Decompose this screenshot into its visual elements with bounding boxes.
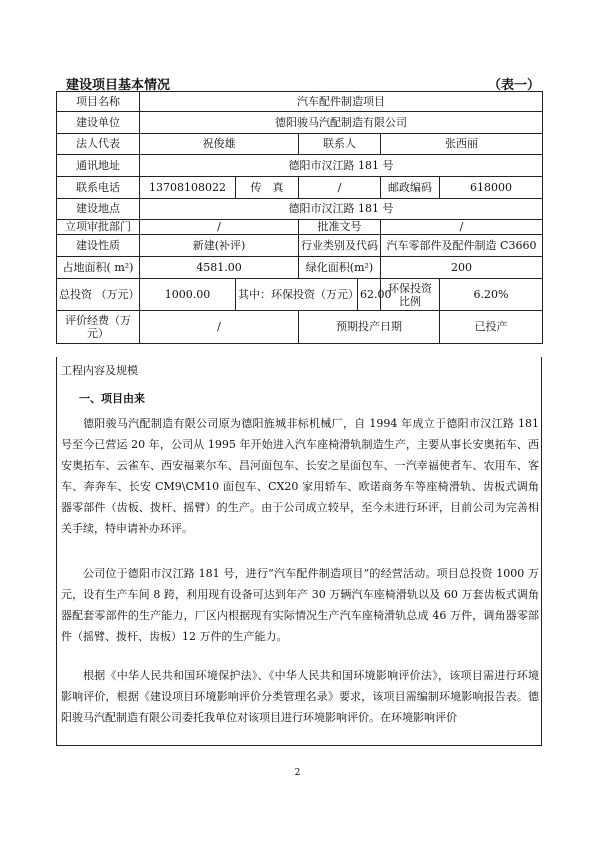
approval-no-label: 批准文号 [299, 220, 381, 235]
env-ratio-value: 6.20% [440, 279, 543, 311]
unit-value: 德阳骏马汽配制造有限公司 [140, 112, 543, 134]
env-invest-label: 其中：环保投资（万元） [236, 279, 358, 311]
project-content-box [56, 357, 542, 746]
project-name-label: 项目名称 [57, 92, 140, 112]
legal-rep-label: 法人代表 [57, 134, 140, 155]
address-label: 通讯地址 [57, 155, 140, 177]
section-label: 工程内容及规模 [61, 364, 138, 377]
green-label: 绿化面积(m²) [299, 257, 381, 279]
nature-value: 新建(补评) [140, 235, 299, 257]
row-address [57, 155, 543, 177]
postcode-value: 618000 [440, 177, 543, 199]
row-legal-rep [57, 134, 543, 155]
paragraph-location: 公司位于德阳市汉江路 181 号，进行“汽车配件制造项目”的经营活动。项目总投资 1000 万元，设有生产车间 8 跨，利用现有设备可达到年产 30 万辆汽车座椅滑轨以及 60 万套齿板式调角器配套零部件的生产能力，厂区内根据现有实际情况生产汽车座椅滑轨总成 46 万件，调角器零部件（摇臂、拨杆、齿板）12 万件的生产能力。 [61, 567, 539, 643]
industry-value: 汽车零部件及配件制造 C3660 [381, 235, 543, 257]
env-ratio-label: 环保投资比例 [381, 279, 440, 311]
nature-label: 建设性质 [57, 235, 140, 257]
paragraph-regulation: 根据《中华人民共和国环境保护法》、《中华人民共和国环境影响评价法》，该项目需进行环境影响评价，根据《建设项目环境影响评价分类管理名录》要求，该项目需编制环境影响报告表。德阳骏马汽配制造有限公司委托我单位对该项目进行环境影响评价。在环境影响评价 [61, 669, 539, 724]
row-approval [57, 220, 543, 235]
page-number: 2 [294, 768, 301, 778]
row-invest [57, 279, 543, 311]
invest-value: 1000.00 [140, 279, 236, 311]
fax-label: 传 真 [236, 177, 299, 199]
industry-label: 行业类别及代码 [299, 235, 381, 257]
project-name-value: 汽车配件制造项目 [140, 92, 543, 112]
row-area [57, 257, 543, 279]
row-eval [57, 311, 543, 344]
row-unit [57, 112, 543, 134]
phone-label: 联系电话 [57, 177, 140, 199]
row-project-name [57, 92, 543, 112]
unit-label: 建设单位 [57, 112, 140, 134]
prod-date-label: 预期投产日期 [299, 311, 440, 344]
fax-value: / [299, 177, 381, 199]
prod-date-value: 已投产 [440, 311, 543, 344]
form-title: 建设项目基本情况 [66, 78, 171, 93]
project-info-table [56, 91, 543, 344]
eval-cost-value: / [140, 311, 299, 344]
approval-no-value: / [381, 220, 543, 235]
postcode-label: 邮政编码 [381, 177, 440, 199]
address-value: 德阳市汉江路 181 号 [140, 155, 543, 177]
site-label: 建设地点 [57, 199, 140, 220]
area-label: 占地面积( m²) [57, 257, 140, 279]
site-value: 德阳市汉江路 181 号 [140, 199, 543, 220]
section-heading: 一、项目由来 [79, 392, 145, 405]
legal-rep-value: 祝俊雄 [140, 134, 299, 155]
paragraph-origin: 德阳骏马汽配制造有限公司原为德阳旌城非标机械厂，自 1994 年成立于德阳市汉江路 181 号至今已营运 20 年，公司从 1995 年开始进入汽车座椅滑轨制造生产，主要从事长安奥拓车、西安奥拓车、云雀车、西安福莱尔车、昌河面包车、长安之星面包车、一汽幸福使者车、农用车、客车、奔奔车、长安 CM9\CM10 面包车、CX20 家用轿车、欧诺商务车等座椅滑轨、齿板式调角器零部件（齿板、拨杆、摇臂）的生产。由于公司成立较早，至今未进行环评，目前公司为完善相关手续，特申请补办环评。 [61, 417, 539, 535]
approval-dept-label: 立项审批部门 [57, 220, 140, 235]
row-nature [57, 235, 543, 257]
phone-value: 13708108022 [140, 177, 236, 199]
green-value: 200 [381, 257, 543, 279]
row-phone [57, 177, 543, 199]
contact-value: 张西丽 [381, 134, 543, 155]
eval-cost-label: 评价经费（万元） [57, 311, 140, 344]
area-value: 4581.00 [140, 257, 299, 279]
approval-dept-value: / [140, 220, 299, 235]
env-invest-value: 62.00 [358, 279, 381, 311]
row-site [57, 199, 543, 220]
contact-label: 联系人 [299, 134, 381, 155]
invest-label: 总投资 （万元） [57, 279, 140, 311]
form-tag: （表一） [488, 78, 541, 93]
